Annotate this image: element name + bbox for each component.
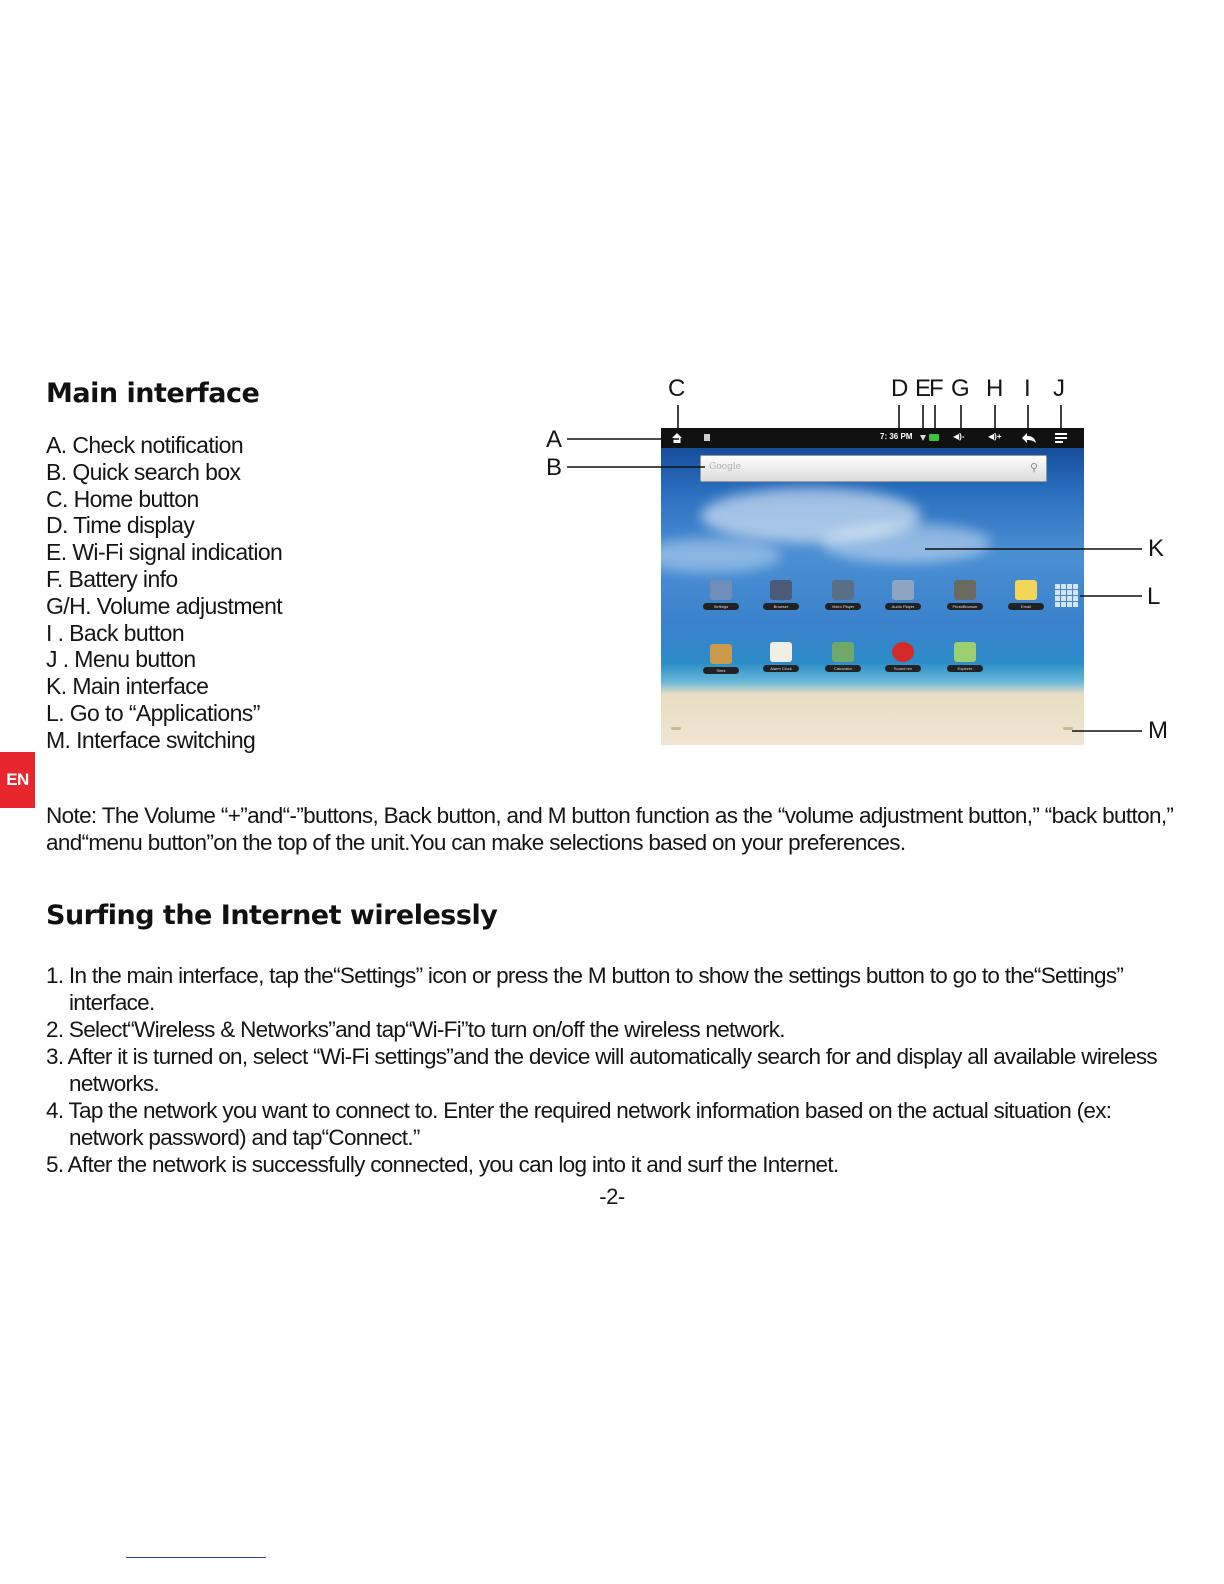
app-label: Browser [763, 603, 799, 610]
legend-item-c: C. Home button [46, 485, 199, 512]
app-label: PhotoBrowser [947, 603, 983, 610]
app-label: Audio Player [885, 603, 921, 610]
legend-item-gh: G/H. Volume adjustment [46, 592, 283, 619]
callout-d: D [891, 375, 908, 402]
legend-item-a: A. Check notification [46, 432, 244, 458]
step-item: 5. After the network is successfully connected, you can log into it and surf the Internet. [46, 1152, 839, 1177]
legend-item-j: J . Menu button [46, 646, 196, 673]
app-label: Sites [703, 667, 739, 674]
legend-item-b: B. Quick search box [46, 458, 241, 485]
footer-rule [126, 1557, 266, 1558]
app-label: Settings [703, 603, 739, 610]
callout-i: I [1024, 375, 1031, 402]
app-label: Sound rec [885, 665, 921, 672]
app-label: Video Player [825, 603, 861, 610]
note-paragraph: Note: The Volume “+”and“-”buttons, Back button, and M button function as the “volume adjustment button,” “back button,” and“menu button”on the top of the unit.You can make selections based on your preferences. [46, 803, 1174, 855]
callout-m: M [1148, 717, 1168, 744]
surfing-title: Surfing the Internet wirelessly [46, 900, 498, 931]
callout-a: A [546, 426, 562, 453]
legend-item-d: D. Time display [46, 512, 195, 539]
callout-k: K [1148, 535, 1164, 562]
callout-e: E [915, 375, 931, 402]
search-icon[interactable]: ⚲ [1029, 462, 1038, 474]
app-label: Alarm Clock [763, 665, 799, 672]
legend-item-m: M. Interface switching [46, 726, 256, 753]
language-tab: EN [0, 752, 35, 808]
page-number: -2- [599, 1184, 625, 1209]
legend-item-i: I . Back button [46, 619, 185, 646]
legend-item-l: L. Go to “Applications” [46, 699, 260, 726]
callout-f: F [929, 375, 944, 402]
step-item: 4. Tap the network you want to connect to. Enter the required network information based on the actual situation (ex: network password) and tap“Connect.” [46, 1098, 1112, 1150]
time-display: 7: 36 PM [880, 432, 913, 441]
callout-l: L [1147, 583, 1160, 610]
callout-c: C [668, 375, 685, 402]
step-item: 3. After it is turned on, select “Wi-Fi settings”and the device will automatically search for and display all available wireless networks. [46, 1044, 1157, 1096]
callout-g: G [951, 375, 970, 402]
surfing-steps [46, 962, 1176, 1178]
app-label: Email [1008, 603, 1044, 610]
step-item: 2. Select“Wireless & Networks”and tap“Wi-Fi”to turn on/off the wireless network. [46, 1017, 785, 1042]
volume-up-button[interactable]: ◀)+ [988, 432, 1002, 441]
app-label: Explorer [947, 665, 983, 672]
step-item: 1. In the main interface, tap the“Settings” icon or press the M button to show the settings button to go to the“Settings” interface. [46, 963, 1124, 1015]
callout-j: J [1053, 375, 1065, 402]
legend-item-e: E. Wi-Fi signal indication [46, 539, 283, 566]
search-placeholder: Google [709, 462, 741, 472]
app-label: Calculator [825, 665, 861, 672]
volume-down-button[interactable]: ◀)- [953, 432, 965, 441]
callout-b: B [546, 454, 562, 481]
legend-item-f: F. Battery info [46, 565, 178, 592]
main-interface-title: Main interface [46, 378, 260, 409]
legend-item-k: K. Main interface [46, 673, 209, 700]
callout-h: H [986, 375, 1003, 402]
